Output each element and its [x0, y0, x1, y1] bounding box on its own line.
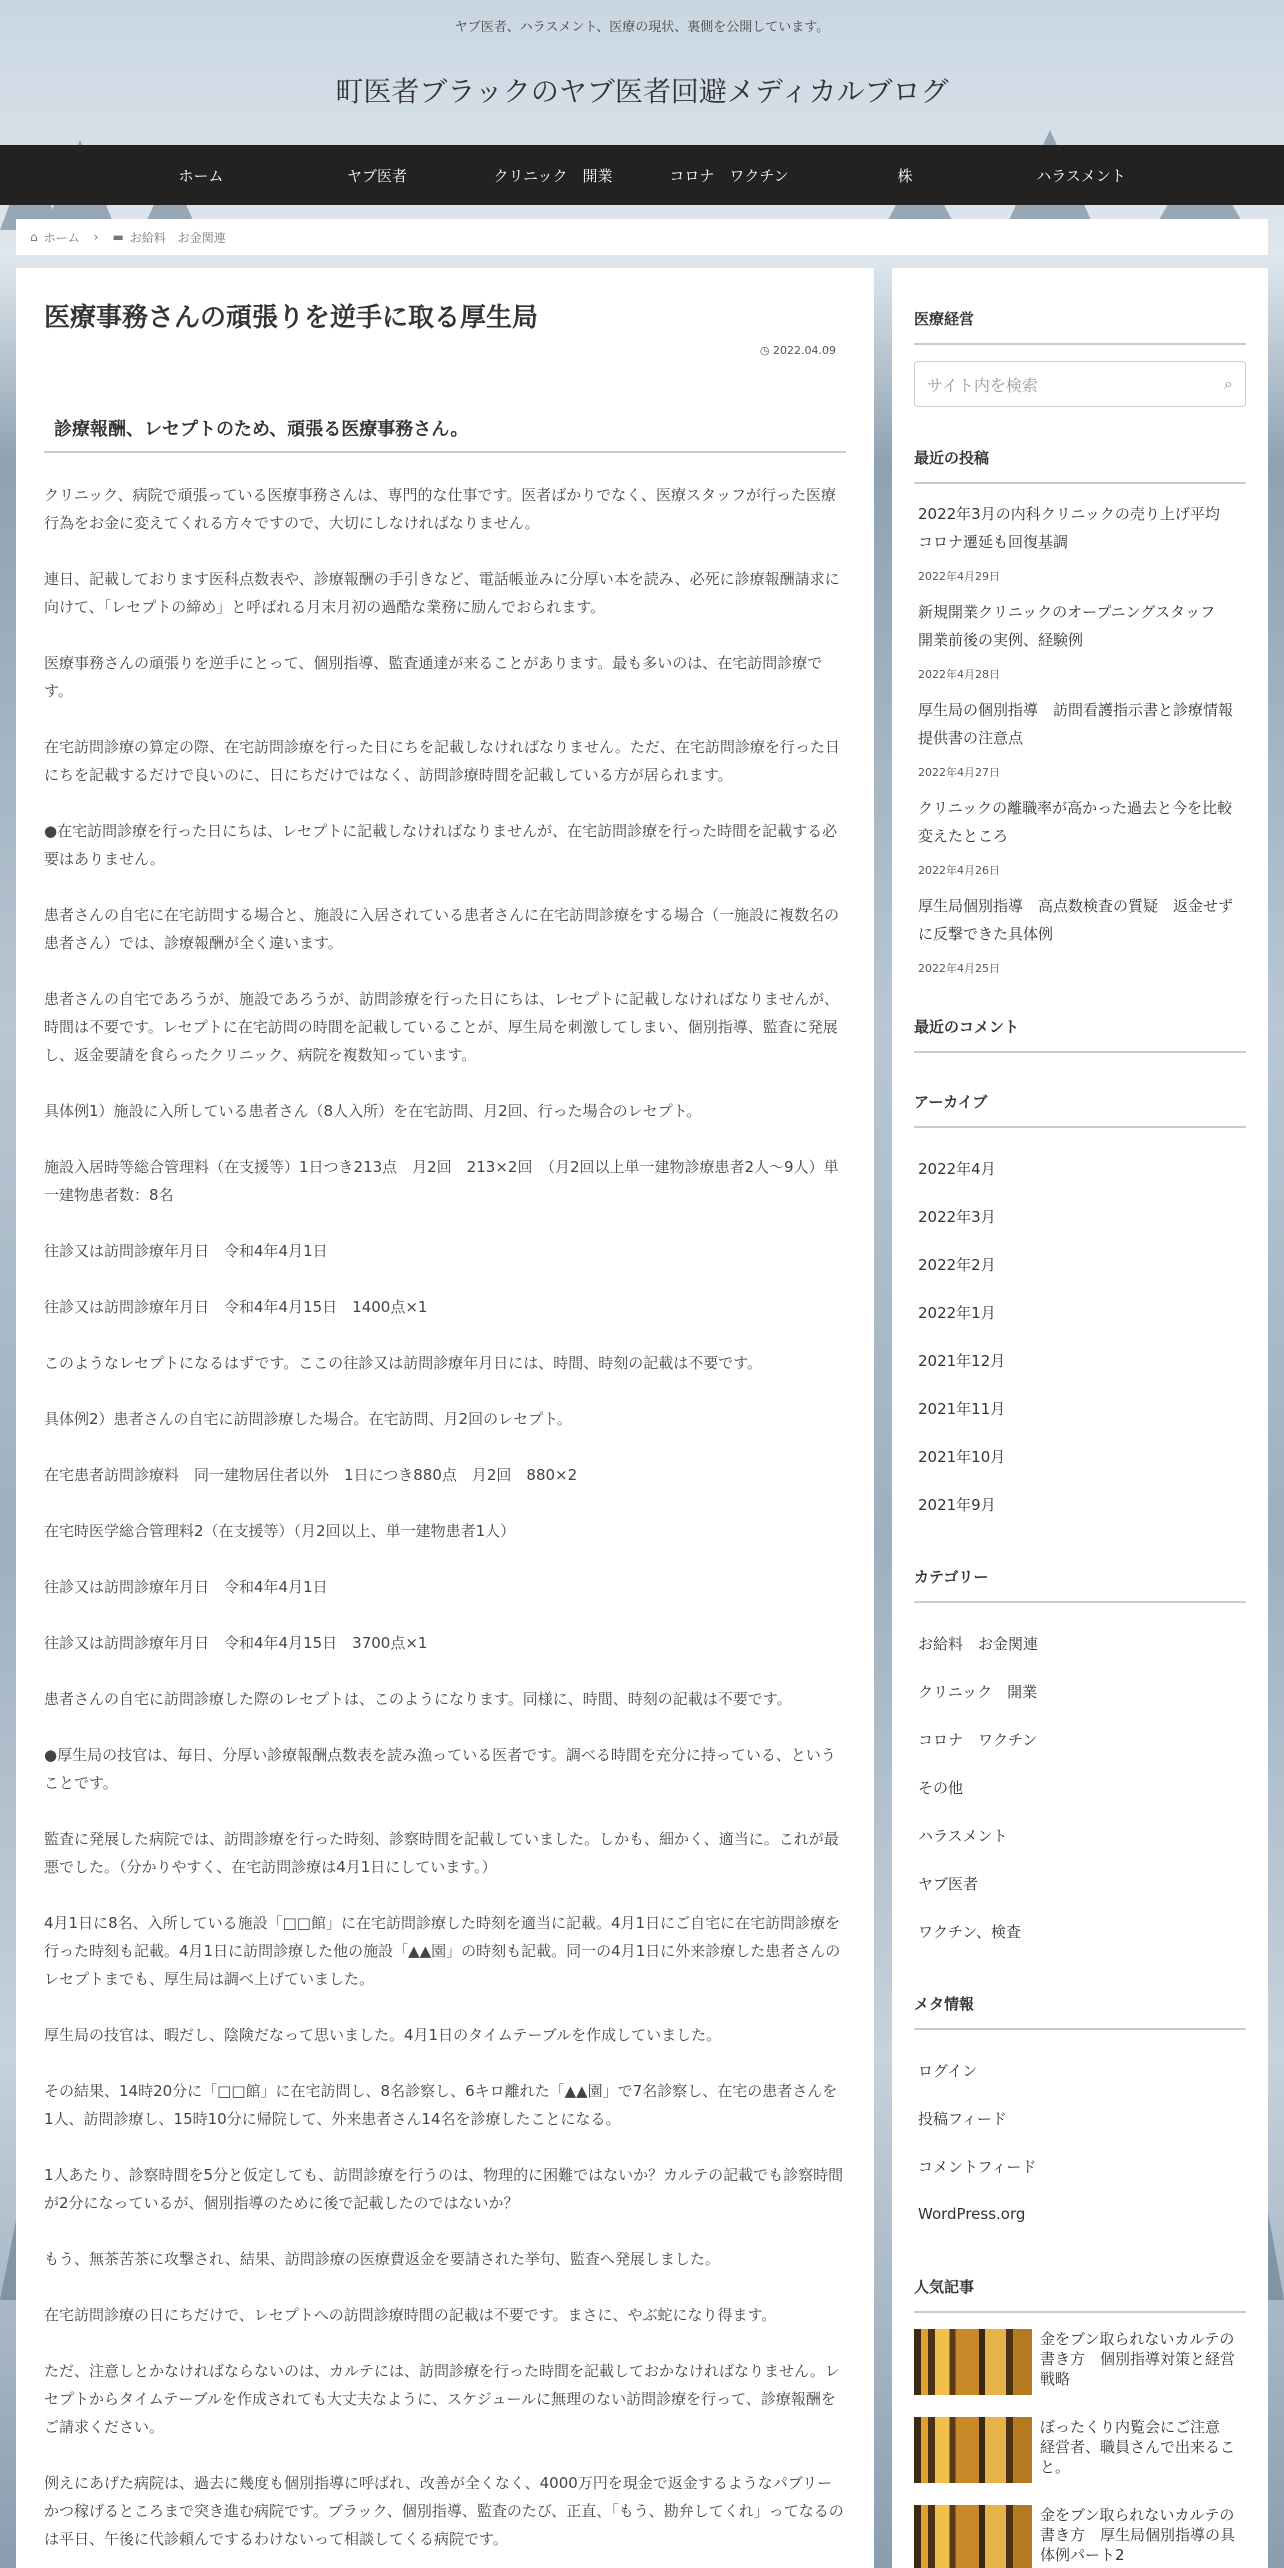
paragraph: ●厚生局の技官は、毎日、分厚い診療報酬点数表を読み漁っている医者です。調べる時間を充分に持っている、ということです。 — [44, 1746, 836, 1793]
widget-title-comments: 最近のコメント — [914, 1016, 1246, 1053]
site-tagline: ヤブ医者、ハラスメント、医療の現状、裏側を公開しています。 — [454, 20, 830, 35]
archive-item[interactable]: 2022年3月 — [918, 1207, 996, 1226]
widget-title-recent: 最近の投稿 — [914, 447, 1246, 484]
widget-title-meta: メタ情報 — [914, 1993, 1246, 2030]
nav-item-clinic[interactable]: クリニック 開業 — [493, 166, 613, 185]
popular-post-item[interactable] — [914, 2505, 1246, 2568]
paragraph: クリニック、病院で頑張っている医療事務さんは、専門的な仕事です。医者ばかりでなく、医療スタッフが行った医療行為をお金に変えてくれる方々ですので、大切にしなければなりません。 — [44, 486, 837, 533]
post-content — [44, 481, 846, 2553]
post-date-text: 2022.04.09 — [773, 344, 836, 358]
popular-post-item[interactable] — [914, 2329, 1246, 2395]
recent-post-title[interactable]: 新規開業クリニックのオープニングスタッフ 開業前後の実例、経験例 — [918, 603, 1231, 649]
category-item[interactable]: ヤブ医者 — [918, 1874, 979, 1893]
widget-title-popular: 人気記事 — [914, 2276, 1246, 2313]
popular-post-title[interactable]: 金をブン取られないカルテの書き方 厚生局個別指導の具体例パート2 — [1040, 2506, 1236, 2564]
meta-item[interactable]: 投稿フィード — [918, 2109, 1007, 2128]
paragraph: このようなレセプトになるはずです。ここの往診又は訪問診療年月日には、時間、時刻の記載は不要です。 — [44, 1354, 763, 1373]
folder-icon: ▬ — [112, 230, 124, 244]
paragraph: ●在宅訪問診療を行った日にちは、レセプトに記載しなければなりませんが、在宅訪問診療を行った時間を記載する必要はありません。 — [44, 822, 838, 869]
clock-icon: ◷ — [759, 344, 770, 358]
paragraph: 1人あたり、診察時間を5分と仮定しても、訪問診療を行うのは、物理的に困難ではないか？カルテの記載でも診察時間が2分になっているが、個別指導のために後で記載したのではないか？ — [44, 2166, 844, 2213]
paragraph: 在宅訪問診療の日にちだけで、レセプトへの訪問診療時間の記載は不要です。まさに、やぶ蛇になり得ます。 — [44, 2306, 777, 2325]
paragraph: ただ、注意しとかなければならないのは、カルテには、訪問診療を行った時間を記載しておかなければなりません。レセプトからタイムテーブルを作成されても大丈夫なように、スケジュールに無理のない訪問診療を行って、診療報酬をご請求ください。 — [44, 2362, 840, 2437]
popular-post-title[interactable]: 金をブン取られないカルテの書き方 個別指導対策と経営戦略 — [1040, 2330, 1236, 2388]
forest-thumbnail-image[interactable] — [914, 2329, 1032, 2395]
category-item[interactable]: ハラスメント — [918, 1826, 1008, 1845]
search-input[interactable] — [914, 361, 1246, 407]
paragraph: 厚生局の技官は、暇だし、陰険だなって思いました。4月1日のタイムテーブルを作成していました。 — [44, 2026, 722, 2045]
recent-post-date: 2022年4月26日 — [918, 864, 1000, 877]
category-item[interactable]: コロナ ワクチン — [918, 1730, 1038, 1749]
recent-post-date: 2022年4月29日 — [918, 570, 1000, 583]
paragraph: 患者さんの自宅であろうが、施設であろうが、訪問診療を行った日にちは、レセプトに記載しなければなりませんが、時間は不要です。レセプトに在宅訪問の時間を記載していることが、厚生局を刺激してしまい、個別指導、監査に発展し、返金要請を食らったクリニック、病院を複数知っています。 — [44, 990, 840, 1065]
recent-post-item[interactable] — [914, 598, 1246, 682]
meta-item[interactable]: コメントフィード — [918, 2157, 1037, 2176]
archive-item[interactable]: 2022年2月 — [918, 1255, 996, 1274]
paragraph: 施設入居時等総合管理料（在支援等）1日つき213点 月2回 213×2回 （月2回以上単一建物診療患者2人〜9人）単一建物患者数：8名 — [44, 1158, 839, 1205]
site-title[interactable]: 町医者ブラックのヤブ医者回避メディカルブログ — [335, 75, 949, 108]
nav-item-yabu-isha[interactable]: ヤブ医者 — [346, 166, 407, 185]
post-title: 医療事務さんの頑張りを逆手に取る厚生局 — [44, 303, 539, 333]
sidebar — [892, 268, 1268, 2568]
category-item[interactable]: お給料 お金関連 — [918, 1634, 1039, 1653]
post-date — [44, 344, 846, 357]
recent-post-date: 2022年4月27日 — [918, 766, 1000, 779]
meta-item[interactable]: ログイン — [918, 2061, 978, 2080]
popular-post-title[interactable]: ぼったくり内覧会にご注意 経営者、職員さんで出来ること。 — [1040, 2418, 1236, 2476]
recent-posts — [914, 500, 1246, 976]
search-placeholder: サイト内を検索 — [927, 375, 1038, 395]
paragraph: 在宅患者訪問診療料 同一建物居住者以外 1日につき880点 月2回 880×2 — [44, 1466, 578, 1485]
main-nav — [0, 145, 1284, 205]
widget-title-archive: アーカイブ — [914, 1091, 1246, 1128]
article — [16, 268, 874, 2568]
site-header — [0, 0, 1284, 145]
chevron-right-icon: › — [93, 230, 99, 244]
meta-item[interactable]: WordPress.org — [918, 2205, 1026, 2223]
widget-title-category: カテゴリー — [914, 1566, 1246, 1603]
recent-post-item[interactable] — [914, 794, 1246, 878]
archive-item[interactable]: 2021年10月 — [918, 1447, 1006, 1466]
meta-list — [914, 2046, 1246, 2238]
popular-post-item[interactable] — [914, 2417, 1246, 2483]
recent-post-date: 2022年4月28日 — [918, 668, 1000, 681]
recent-post-title[interactable]: クリニックの離職率が高かった過去と今を比較 変えたところ — [918, 799, 1248, 845]
archive-item[interactable]: 2021年12月 — [918, 1351, 1006, 1370]
recent-post-title[interactable]: 厚生局個別指導 高点数検査の質疑 返金せずに反撃できた具体例 — [918, 897, 1234, 943]
nav-item-corona[interactable]: コロナ ワクチン — [669, 166, 789, 185]
popular-list — [914, 2329, 1246, 2568]
breadcrumb-category[interactable]: お給料 お金関連 — [129, 230, 226, 245]
archive-item[interactable]: 2021年11月 — [918, 1399, 1006, 1418]
forest-thumbnail-image[interactable] — [914, 2505, 1032, 2568]
nav-item-harassment[interactable]: ハラスメント — [1036, 166, 1126, 185]
category-item[interactable]: その他 — [918, 1778, 964, 1797]
widget-title-search: 医療経営 — [914, 308, 1246, 345]
archive-item[interactable]: 2021年9月 — [918, 1495, 996, 1514]
category-item[interactable]: ワクチン、検査 — [918, 1922, 1022, 1941]
recent-post-item[interactable] — [914, 500, 1246, 584]
archive-item[interactable]: 2022年1月 — [918, 1303, 996, 1322]
paragraph: 往診又は訪問診療年月日 令和4年4月15日 1400点×1 — [44, 1298, 428, 1317]
category-list — [914, 1619, 1246, 1955]
breadcrumb-home[interactable]: ホーム — [43, 230, 80, 245]
archive-list — [914, 1144, 1246, 1528]
paragraph: 連日、記載しております医科点数表や、診療報酬の手引きなど、電話帳並みに分厚い本を読み、必死に診療報酬請求に向けて、「レセプトの締め」と呼ばれる月末月初の過酷な業務に励んでおられます。 — [44, 570, 840, 617]
paragraph: 在宅訪問診療の算定の際、在宅訪問診療を行った日にちを記載しなければなりません。ただ、在宅訪問診療を行った日にちを記載するだけで良いのに、日にちだけではなく、訪問診療時間を記載している方が居られます。 — [44, 738, 840, 785]
paragraph: 患者さんの自宅に在宅訪問する場合と、施設に入居されている患者さんに在宅訪問診療をする場合（一施設に複数名の患者さん）では、診療報酬が全く違います。 — [44, 906, 840, 953]
paragraph: 在宅時医学総合管理料2（在支援等）（月2回以上、単一建物患者1人） — [44, 1522, 516, 1541]
home-icon: ⌂ — [30, 230, 38, 244]
paragraph: 往診又は訪問診療年月日 令和4年4月1日 — [44, 1578, 328, 1597]
post-heading: 診療報酬、レセプトのため、頑張る医療事務さん。 — [44, 407, 846, 453]
category-item[interactable]: クリニック 開業 — [918, 1682, 1038, 1701]
recent-post-title[interactable]: 厚生局の個別指導 訪問看護指示書と診療情報提供書の注意点 — [918, 701, 1234, 747]
archive-item[interactable]: 2022年4月 — [918, 1159, 996, 1178]
paragraph: 例えにあげた病院は、過去に幾度も個別指導に呼ばれ、改善が全くなく、4000万円を現金で返金するようなパブリーかつ稼げるところまで突き進む病院です。ブラック、個別指導、監査のたび、正直、「もう、勘弁してくれ」ってなるのは平日、午後に代診頼んでするわけないって相談してくる病院です。 — [44, 2474, 844, 2549]
paragraph: 4月1日に8名、入所している施設「□□館」に在宅訪問診療した時刻を適当に記載。4月1日にご自宅に在宅訪問診療を行った時刻も記載。4月1日に訪問診療した他の施設「▲▲園」の時刻も記載。同一の4月1日に外来診療した患者さんのレセプトまでも、厚生局は調べ上げていました。 — [44, 1914, 841, 1989]
recent-post-item[interactable] — [914, 892, 1246, 976]
nav-item-stock[interactable]: 株 — [897, 166, 913, 185]
paragraph: 具体例2）患者さんの自宅に訪問診療した場合。在宅訪問、月2回のレセプト。 — [44, 1410, 572, 1429]
paragraph: 具体例1）施設に入所している患者さん（8人入所）を在宅訪問、月2回、行った場合のレセプト。 — [44, 1102, 702, 1121]
recent-post-title[interactable]: 2022年3月の内科クリニックの売り上げ平均 コロナ遷延も回復基調 — [918, 505, 1235, 551]
paragraph: 往診又は訪問診療年月日 令和4年4月15日 3700点×1 — [44, 1634, 428, 1653]
paragraph: もう、無茶苦茶に攻撃され、結果、訪問診療の医療費返金を要請された挙句、監査へ発展しました。 — [44, 2250, 720, 2269]
search-icon[interactable]: ⌕ — [1224, 374, 1233, 393]
paragraph: 患者さんの自宅に訪問診療した際のレセプトは、このようになります。同様に、時間、時刻の記載は不要です。 — [44, 1690, 792, 1709]
paragraph: 往診又は訪問診療年月日 令和4年4月1日 — [44, 1242, 328, 1261]
paragraph: 医療事務さんの頑張りを逆手にとって、個別指導、監査通達が来ることがあります。最も多いのは、在宅訪問診療です。 — [44, 654, 823, 701]
paragraph: 監査に発展した病院では、訪問診療を行った時刻、診察時間を記載していました。しかも、細かく、適当に。これが最悪でした。（分かりやすく、在宅訪問診療は4月1日にしています。） — [44, 1830, 839, 1877]
forest-thumbnail-image[interactable] — [914, 2417, 1032, 2483]
nav-item-home[interactable]: ホーム — [178, 166, 224, 185]
recent-post-item[interactable] — [914, 696, 1246, 780]
paragraph: その結果、14時20分に「□□館」に在宅訪問し、8名診察し、6キロ離れた「▲▲園」で7名診察し、在宅の患者さんを1人、訪問診療し、15時10分に帰院して、外来患者さん14名を診療したことになる。 — [44, 2082, 838, 2129]
breadcrumb — [16, 219, 1268, 255]
recent-post-date: 2022年4月25日 — [918, 962, 1000, 975]
